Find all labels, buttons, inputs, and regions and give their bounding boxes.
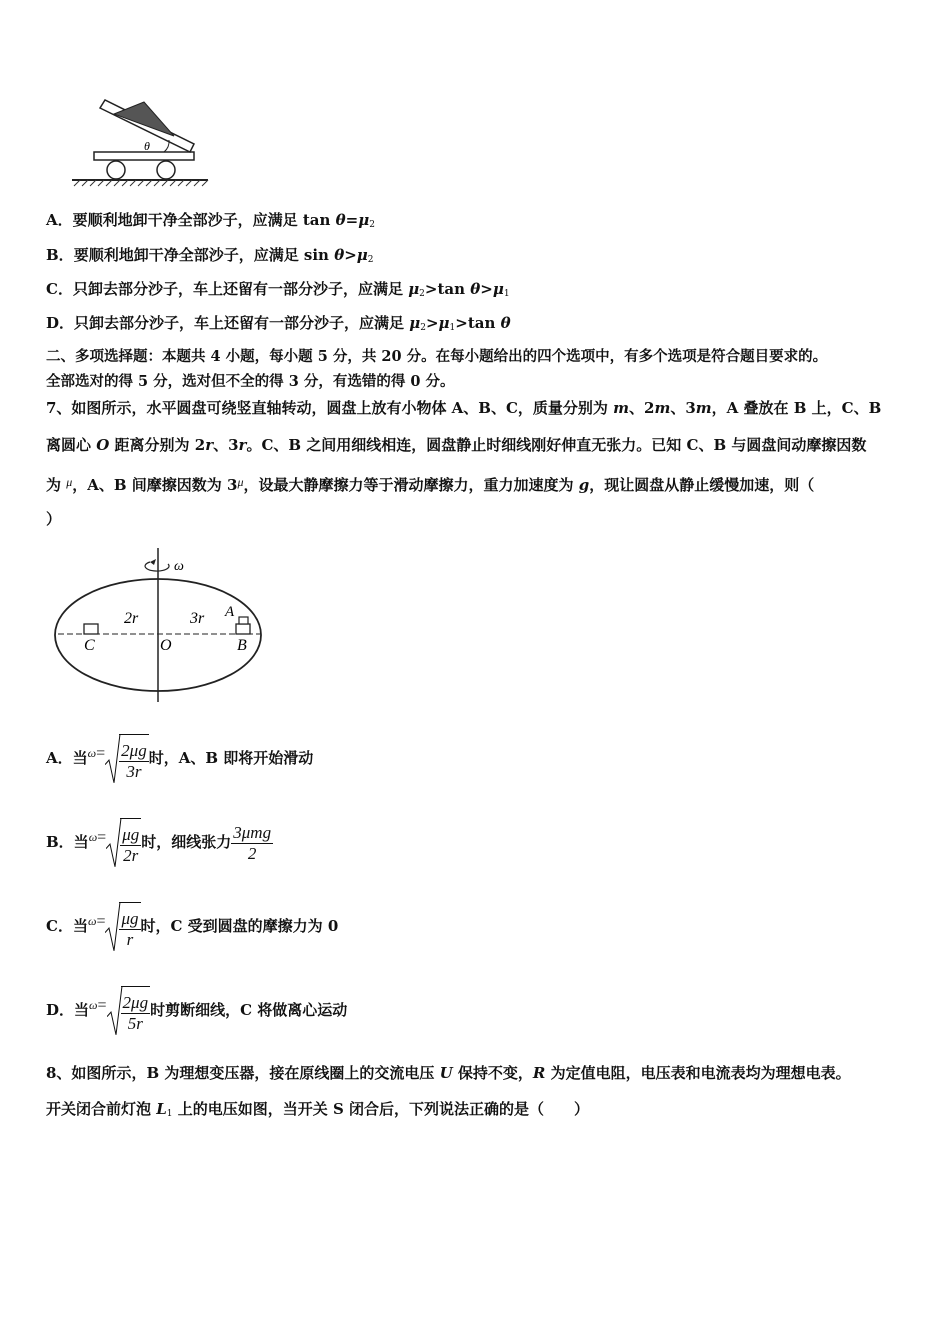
q6-option-b[interactable]: B．要顺利地卸干净全部沙子，应满足 $\sin \theta>\mu_2$ bbox=[46, 246, 374, 265]
sqrt-expression: $\frac{\mu g}{2r}$ bbox=[106, 817, 141, 869]
q7-stem-line-1: 7、如图所示，水平圆盘可绕竖直轴转动，圆盘上放有小物体 A、B、C，质量分别为 m、2m、3m，A 叠放在 B 上，C、B bbox=[46, 399, 882, 417]
sqrt-expression: $\frac{2\mu g}{3r}$ bbox=[105, 733, 149, 785]
q7-option-b[interactable]: B．当$^\omega$= $\frac{\mu g}{2r}$ 时，细线张力 $\frac{\text{3μmg}}{2}$ bbox=[46, 812, 273, 869]
q6-option-c[interactable]: C．只卸去部分沙子，车上还留有一部分沙子，应满足 $\mu_2>\tan$ $\theta>\mu_1$ bbox=[46, 280, 510, 299]
section-2-line-1: 二、多项选择题：本题共 4 小题，每小题 5 分，共 20 分。在每小题给出的四个选项中，有多个选项是符合题目要求的。 bbox=[46, 348, 828, 365]
label-o: O bbox=[160, 637, 172, 654]
omega-label: ω bbox=[174, 559, 184, 574]
sqrt-expression: $\frac{2\mu g}{5r}$ bbox=[107, 985, 151, 1037]
cart-base bbox=[94, 152, 194, 160]
q6-option-d[interactable]: D．只卸去部分沙子，车上还留有一部分沙子，应满足 $\mu_2>\mu_1>\tan$ θ bbox=[46, 314, 511, 333]
label-a: A bbox=[225, 604, 235, 620]
block-b bbox=[236, 624, 250, 634]
rotating-disk-figure bbox=[50, 546, 270, 704]
wheel-left bbox=[107, 161, 125, 179]
q7-option-a[interactable]: A．当$^\omega$= $\frac{2\mu g}{3r}$ 时，A、B 即将开始滑动 bbox=[46, 728, 313, 785]
q6-option-a[interactable]: A．要顺利地卸干净全部沙子，应满足 $\tan \theta=\mu_2$ bbox=[46, 211, 375, 230]
q7-stem-line-4: ） bbox=[46, 510, 62, 528]
q7-stem-line-2: 离圆心 O 距离分别为 2r、3r。C、B 之间用细线相连，圆盘静止时细线刚好伸直无张力。已知 C、B 与圆盘间动摩擦因数 bbox=[46, 436, 867, 454]
label-3r: 3r bbox=[190, 610, 205, 627]
tension-fraction: $\frac{\text{3μmg}}{2}$ bbox=[233, 822, 272, 863]
block-c bbox=[84, 624, 98, 634]
angle-label: θ bbox=[144, 139, 150, 153]
section-2-line-2: 全部选对的得 5 分，选对但不全的得 3 分，有选错的得 0 分。 bbox=[46, 373, 455, 390]
q7-stem-line-3: 为 $^\mu$，A、B 间摩擦因数为 $3^\mu$，设最大静摩擦力等于滑动摩擦力，重力加速度为 g，现让圆盘从静止缓慢加速，则（ bbox=[46, 475, 815, 494]
q8-stem-line-2: 开关闭合前灯泡 $L_1$ 上的电压如图，当开关 S 闭合后，下列说法正确的是（ ） bbox=[46, 1100, 590, 1119]
label-2r: 2r bbox=[124, 610, 139, 627]
block-a bbox=[239, 617, 248, 624]
q7-option-c[interactable]: C．当$^\omega$= $\frac{\mu g}{r}$ 时，C 受到圆盘的摩擦力为 0 bbox=[46, 896, 338, 953]
q7-option-d[interactable]: D．当$^\omega$= $\frac{2\mu g}{5r}$ 时剪断细线，C 将做离心运动 bbox=[46, 980, 347, 1037]
dump-cart-figure bbox=[70, 98, 212, 190]
label-b: B bbox=[237, 637, 247, 654]
rotation-arrow bbox=[145, 562, 169, 571]
wheel-right bbox=[157, 161, 175, 179]
label-c: C bbox=[84, 637, 95, 654]
q8-stem-line-1: 8、如图所示，B 为理想变压器，接在原线圈上的交流电压 U 保持不变，R 为定值电阻，电压表和电流表均为理想电表。 bbox=[46, 1064, 851, 1082]
sqrt-expression: $\frac{\mu g}{r}$ bbox=[105, 901, 140, 953]
